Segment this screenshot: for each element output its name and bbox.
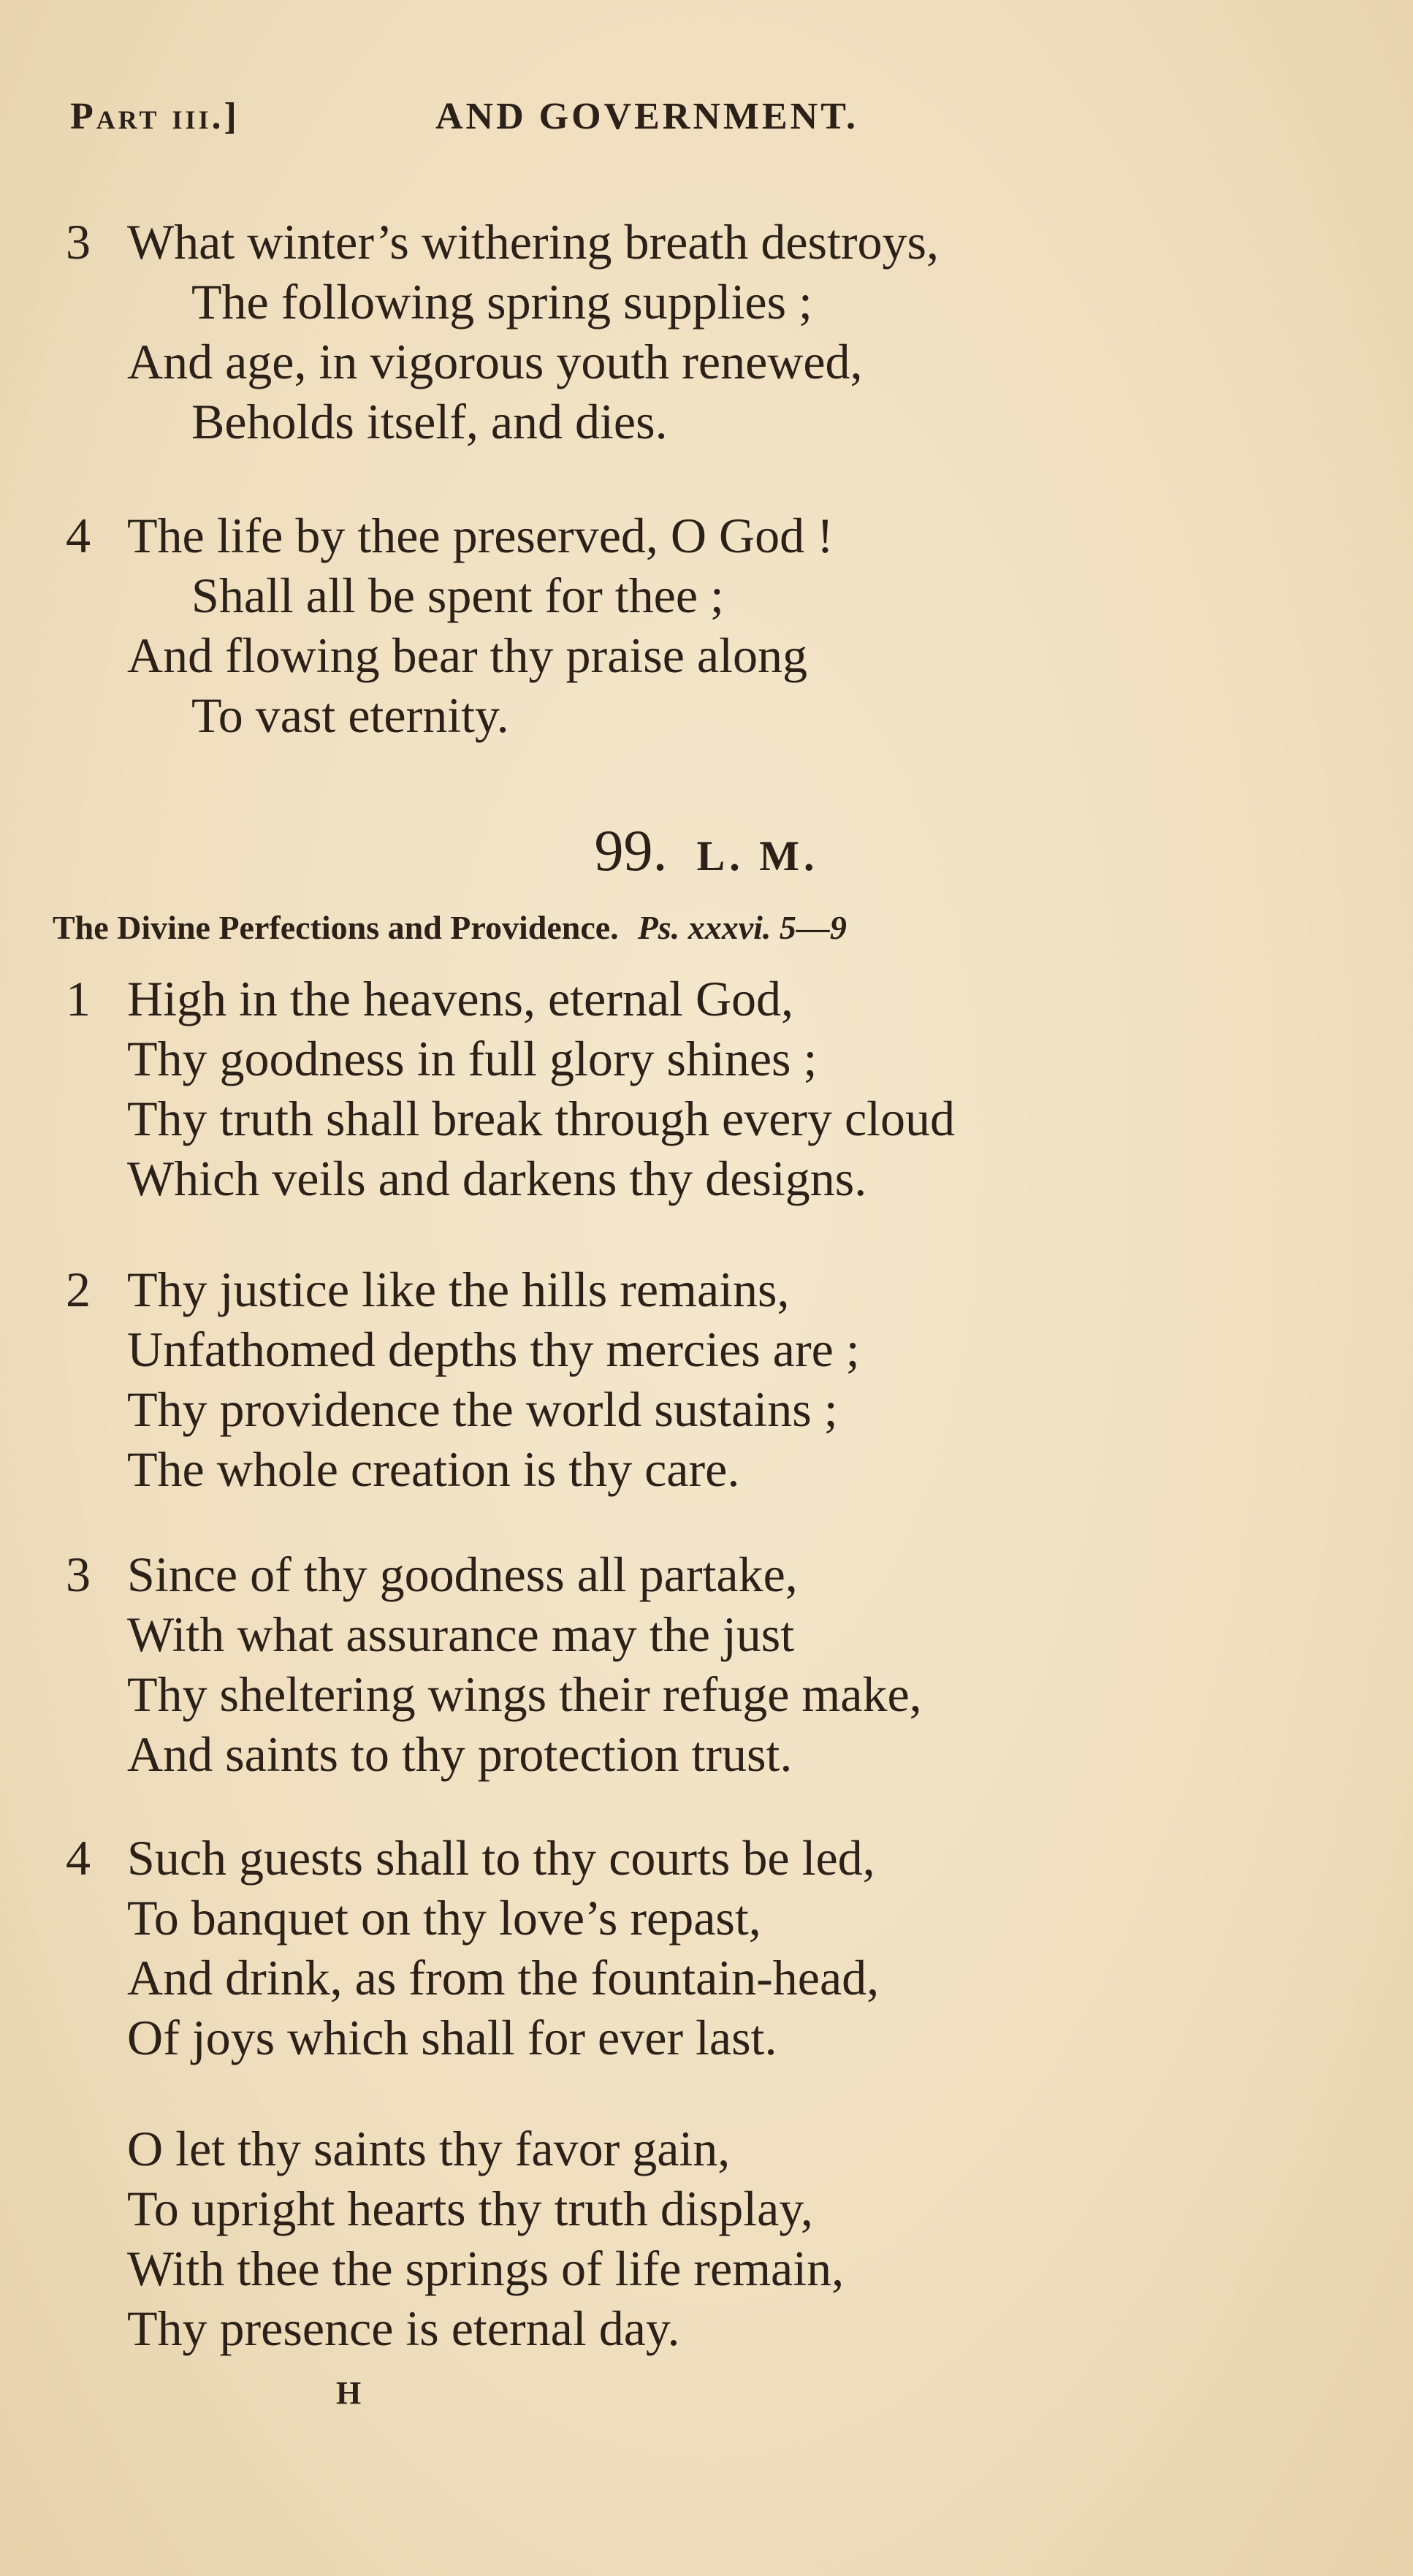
verse-line: Thy providence the world sustains ; [127, 1382, 838, 1437]
verse-line: Beholds itself, and dies. [191, 394, 668, 449]
hymn-meter: L. M. [696, 832, 819, 880]
stanza-3 [66, 1544, 1352, 1784]
verse-line: And flowing bear thy praise along [127, 628, 807, 683]
verse-line: And drink, as from the fountain-head, [127, 1950, 880, 2005]
verse-line: High in the heavens, eternal God, [127, 971, 794, 1026]
verse-line: Which veils and darkens thy designs. [127, 1151, 867, 1206]
verse-line: And age, in vigorous youth renewed, [127, 334, 863, 389]
verse-line: Of joys which shall for ever last. [127, 2010, 777, 2065]
verse-line: And saints to thy protection trust. [127, 1726, 793, 1782]
verse-line: The following spring supplies ; [191, 274, 812, 329]
hymn-number: 99. [594, 819, 668, 883]
verse-line: The life by thee preserved, O God ! [127, 508, 834, 563]
prev-stanza-4 [66, 506, 1352, 745]
running-header [70, 95, 1343, 161]
stanza-4 [66, 1828, 1352, 2068]
verse-line: Thy goodness in full glory shines ; [127, 1031, 818, 1086]
verse-line: Unfathomed depths thy mercies are ; [127, 1322, 860, 1377]
stanza-5 [66, 2119, 1352, 2358]
stanza-1 [66, 969, 1352, 1208]
stanza-number: 2 [66, 1262, 91, 1317]
part-label: Part iii.] [70, 96, 240, 137]
verse-line: Thy justice like the hills remains, [127, 1262, 790, 1317]
subtitle-text: The Divine Perfections and Providence. [53, 909, 619, 946]
scripture-reference: Ps. xxxvi. 5—9 [637, 909, 847, 946]
verse-line: Shall all be spent for thee ; [191, 568, 724, 623]
stanza-number: 3 [66, 1547, 91, 1602]
hymn-heading [0, 818, 1413, 889]
verse-line: To upright hearts thy truth display, [127, 2181, 813, 2236]
prev-stanza-3 [66, 212, 1352, 451]
hymn-subtitle [53, 906, 1390, 950]
running-title: AND GOVERNMENT. [435, 96, 859, 137]
stanza-number: 4 [66, 508, 91, 563]
verse-line: To vast eternity. [191, 687, 509, 743]
verse-line: O let thy saints thy favor gain, [127, 2121, 731, 2176]
stanza-number: 4 [66, 1830, 91, 1886]
verse-line: Thy presence is eternal day. [127, 2301, 680, 2356]
verse-line: With thee the springs of life remain, [127, 2241, 845, 2296]
verse-line: Thy truth shall break through every cloud [127, 1091, 956, 1146]
verse-line: The whole creation is thy care. [127, 1441, 740, 1497]
signature-mark: H [336, 2375, 362, 2411]
stanza-2 [66, 1260, 1352, 1499]
verse-line: What winter’s withering breath destroys, [127, 214, 940, 270]
stanza-number: 3 [66, 214, 91, 270]
verse-line: To banquet on thy love’s repast, [127, 1890, 761, 1946]
verse-line: Since of thy goodness all partake, [127, 1547, 798, 1602]
verse-line: With what assurance may the just [127, 1607, 795, 1662]
verse-line: Such guests shall to thy courts be led, [127, 1830, 875, 1886]
verse-line: Thy sheltering wings their refuge make, [127, 1666, 922, 1722]
stanza-number: 1 [66, 971, 91, 1026]
